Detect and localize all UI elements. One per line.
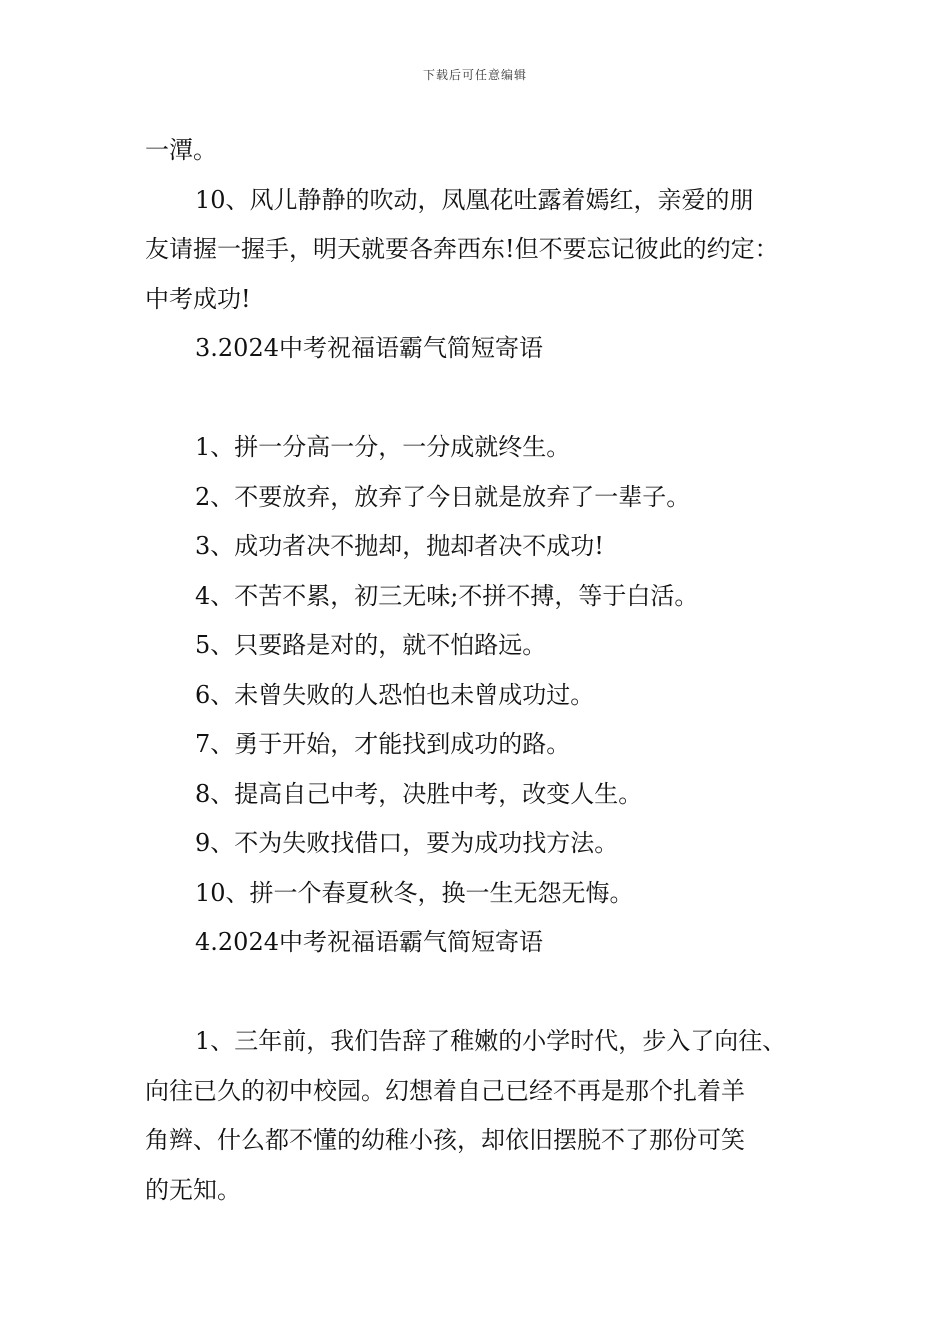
list-item: 8、提高自己中考，决胜中考，改变人生。	[195, 779, 643, 808]
paragraph-line: 友请握一握手，明天就要各奔西东!但不要忘记彼此的约定：	[145, 235, 779, 263]
list-item: 1、拼一分高一分，一分成就终生。	[195, 433, 571, 461]
paragraph-line: 1、三年前，我们告辞了稚嫩的小学时代，步入了向往、	[195, 1027, 787, 1055]
paragraph-line: 中考成功!	[145, 284, 251, 313]
paragraph-line: 角辫、什么都不懂的幼稚小孩，却依旧摆脱不了那份可笑	[145, 1126, 745, 1154]
spacer	[145, 968, 810, 1018]
list-item: 7、勇于开始，才能找到成功的路。	[195, 730, 571, 758]
document-body	[145, 126, 810, 1215]
list-item: 4、不苦不累，初三无味;不拼不搏，等于白活。	[195, 581, 699, 610]
paragraph-line: 向往已久的初中校园。幻想着自己已经不再是那个扎着羊	[145, 1076, 745, 1105]
list-item: 2、不要放弃，放弃了今日就是放弃了一辈子。	[195, 482, 691, 511]
list-item: 6、未曾失败的人恐怕也未曾成功过。	[195, 680, 595, 709]
paragraph-line: 10、风儿静静的吹动，凤凰花吐露着嫣红，亲爱的朋	[195, 185, 754, 214]
paragraph-line: 的无知。	[145, 1175, 241, 1204]
list-item: 3、成功者决不抛却，抛却者决不成功!	[195, 532, 604, 560]
list-item: 5、只要路是对的，就不怕路远。	[195, 631, 547, 659]
spacer	[145, 374, 810, 424]
section-heading: 4.2024中考祝福语霸气简短寄语	[195, 928, 543, 956]
list-item: 9、不为失败找借口，要为成功找方法。	[195, 829, 619, 857]
paragraph-line: 一潭。	[145, 136, 217, 164]
page-header: 下载后可任意编辑	[422, 68, 527, 82]
section-heading: 3.2024中考祝福语霸气简短寄语	[195, 334, 543, 362]
list-item: 10、拼一个春夏秋冬，换一生无怨无悔。	[195, 878, 634, 907]
